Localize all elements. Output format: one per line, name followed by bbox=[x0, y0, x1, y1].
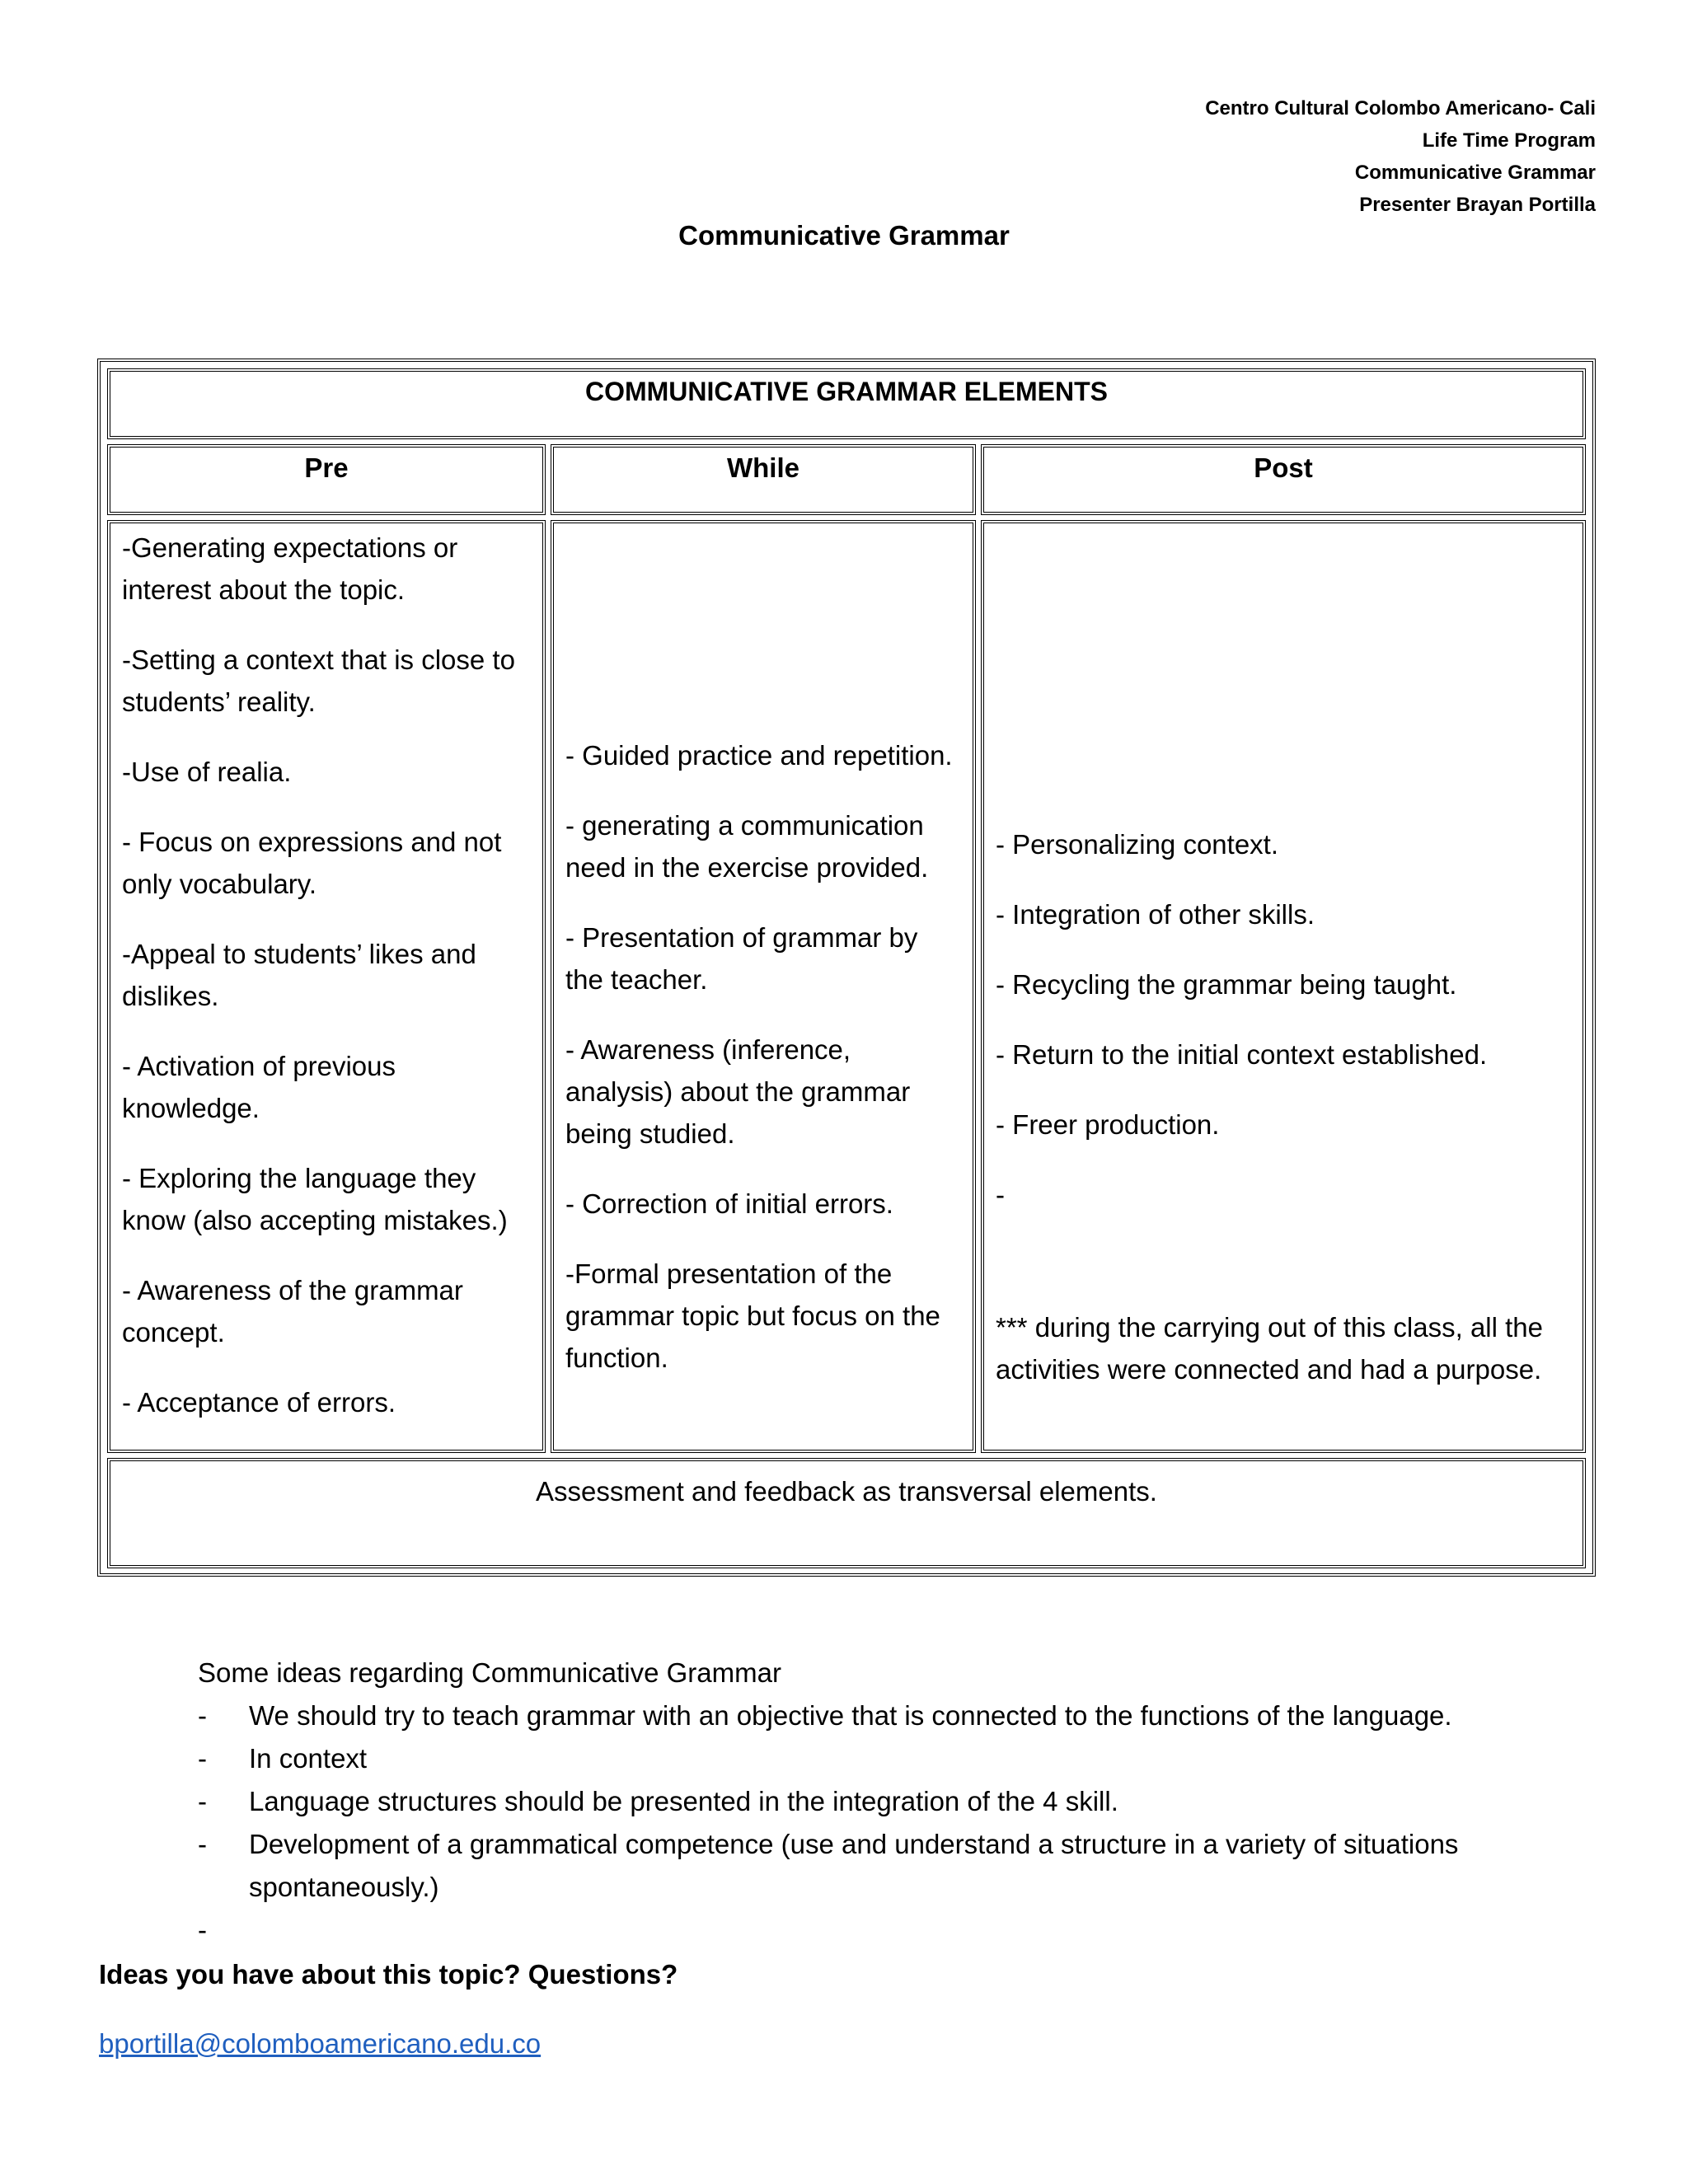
institution-name: Centro Cultural Colombo Americano- Cali bbox=[1205, 97, 1596, 120]
list-item: - Focus on expressions and not only vocabulary. bbox=[122, 827, 502, 899]
ideas-title: Some ideas regarding Communicative Grammar bbox=[198, 1657, 781, 1688]
table-heading: COMMUNICATIVE GRAMMAR ELEMENTS bbox=[107, 368, 1586, 439]
list-item: - Freer production. bbox=[996, 1109, 1220, 1140]
list-item: - Integration of other skills. bbox=[996, 899, 1315, 930]
list-item: -Use of realia. bbox=[122, 757, 292, 787]
list-item: - Awareness of the grammar concept. bbox=[122, 1275, 463, 1347]
list-item: -Formal presentation of the grammar topic but focus on the function. bbox=[565, 1258, 940, 1373]
topic-name: Communicative Grammar bbox=[1354, 162, 1596, 184]
list-item: -Generating expectations or interest about the topic. bbox=[122, 532, 458, 605]
presenter-name: Presenter Brayan Portilla bbox=[1359, 194, 1596, 216]
list-item bbox=[198, 1737, 1599, 1780]
questions-prompt: Ideas you have about this topic? Questions? bbox=[99, 1959, 678, 1990]
list-item: - Return to the initial context established. bbox=[996, 1039, 1488, 1070]
list-item: - Correction of initial errors. bbox=[565, 1188, 893, 1219]
list-item: - bbox=[996, 1179, 1005, 1210]
list-item: -Appeal to students’ likes and dislikes. bbox=[122, 939, 476, 1011]
list-item: - Presentation of grammar by the teacher. bbox=[565, 922, 918, 995]
column-header-pre: Pre bbox=[107, 444, 546, 515]
list-item: - Personalizing context. bbox=[996, 829, 1279, 860]
ideas-item-text: In context bbox=[249, 1743, 368, 1774]
dash-bullet: - bbox=[198, 1829, 207, 1859]
program-name: Life Time Program bbox=[1422, 129, 1596, 152]
list-item: - Activation of previous knowledge. bbox=[122, 1051, 396, 1123]
ideas-list bbox=[198, 1694, 1599, 1945]
list-item: - Awareness (inference, analysis) about the grammar being studied. bbox=[565, 1034, 911, 1149]
ideas-item-text: We should try to teach grammar with an objective that is connected to the functions of the language. bbox=[249, 1700, 1452, 1731]
page-title: Communicative Grammar bbox=[678, 220, 1010, 251]
dash-bullet: - bbox=[198, 1700, 207, 1731]
list-item: - generating a communication need in the exercise provided. bbox=[565, 810, 929, 883]
table-footer: Assessment and feedback as transversal elements. bbox=[107, 1458, 1586, 1568]
column-body-post bbox=[981, 520, 1586, 1453]
list-item: - Acceptance of errors. bbox=[122, 1387, 396, 1418]
column-header-while: While bbox=[551, 444, 976, 515]
dash-bullet: - bbox=[198, 1786, 207, 1816]
list-item: - Exploring the language they know (also accepting mistakes.) bbox=[122, 1163, 508, 1235]
grammar-elements-table bbox=[97, 359, 1596, 1577]
column-body-pre bbox=[107, 520, 546, 1453]
list-item bbox=[198, 1694, 1599, 1737]
column-header-post: Post bbox=[981, 444, 1586, 515]
post-column-note: *** during the carrying out of this class, all the activities were connected and had a purpose. bbox=[996, 1312, 1544, 1385]
list-item bbox=[198, 1780, 1599, 1823]
column-body-while bbox=[551, 520, 976, 1453]
list-item: -Setting a context that is close to students’ reality. bbox=[122, 644, 515, 717]
list-item bbox=[198, 1823, 1599, 1909]
email-link[interactable]: bportilla@colomboamericano.edu.co bbox=[99, 2028, 542, 2059]
list-item: - Guided practice and repetition. bbox=[565, 740, 953, 771]
document-header bbox=[1205, 92, 1596, 221]
ideas-item-text: Language structures should be presented in the integration of the 4 skill. bbox=[249, 1786, 1118, 1816]
dash-bullet: - bbox=[198, 1915, 207, 1945]
ideas-item-text: Development of a grammatical competence (use and understand a structure in a variety of situations spontaneously.) bbox=[249, 1829, 1459, 1902]
dash-bullet: - bbox=[198, 1743, 207, 1774]
ideas-section bbox=[198, 1652, 1599, 1945]
list-item: - Recycling the grammar being taught. bbox=[996, 969, 1457, 1000]
